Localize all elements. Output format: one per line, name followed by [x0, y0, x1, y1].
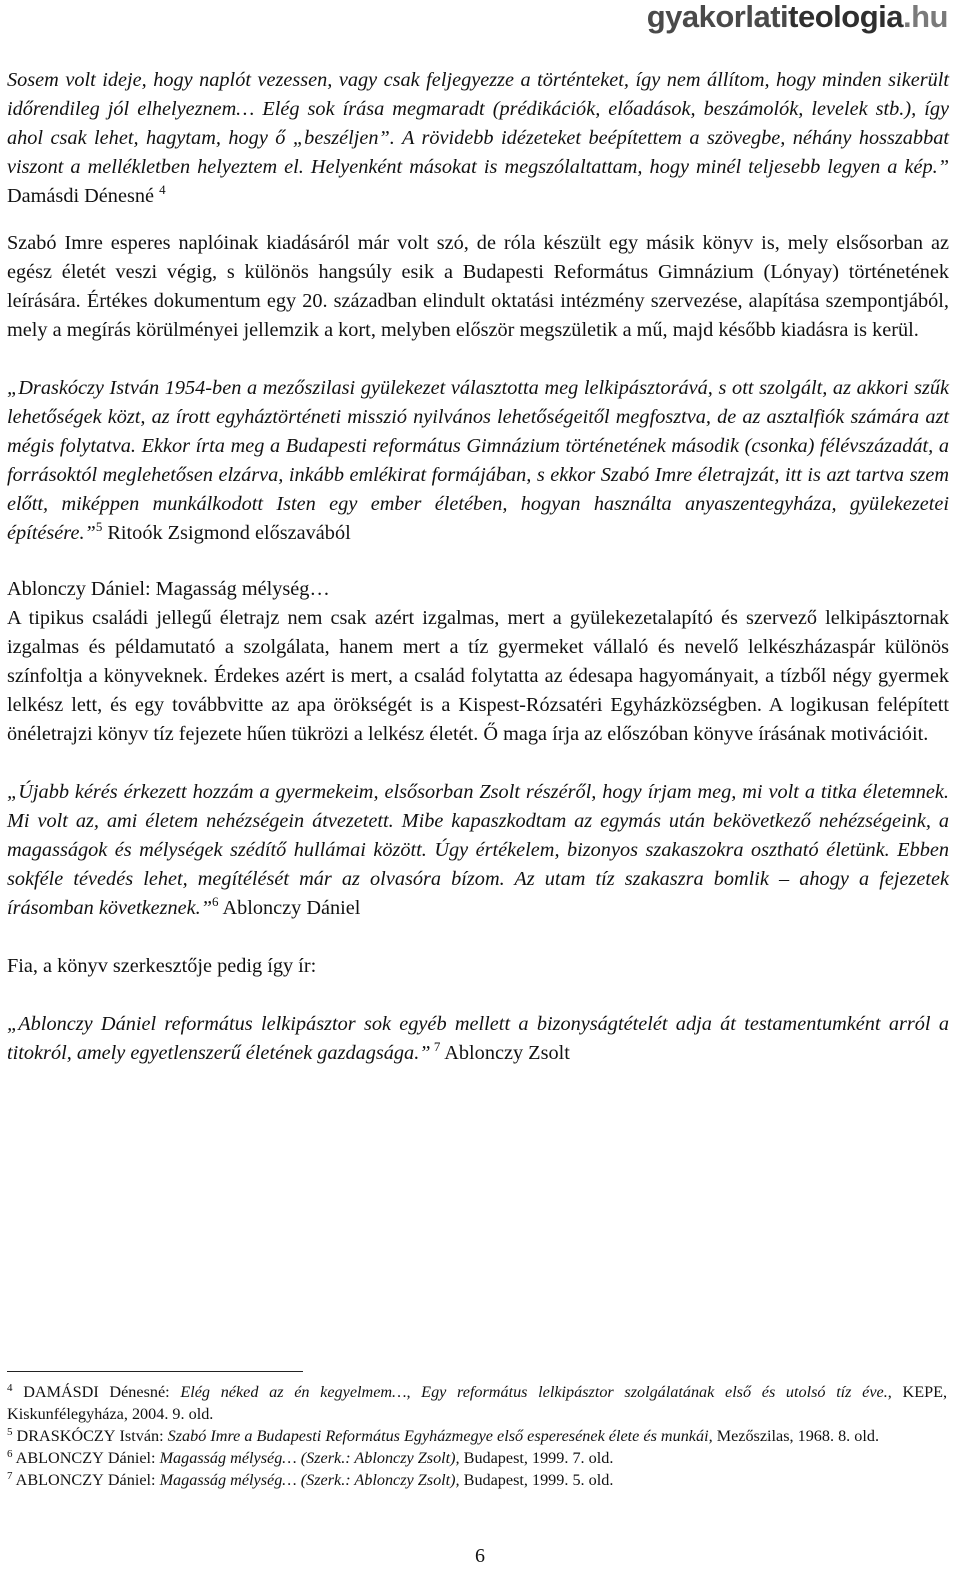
footnote-separator: [7, 1371, 303, 1372]
quote-draskoczy-author: Ritoók Zsigmond előszavából: [102, 522, 351, 544]
site-logo: [647, 0, 948, 36]
footnote: [7, 1469, 947, 1491]
quote-ablonczy-zsolt-author: Ablonczy Zsolt: [440, 1042, 570, 1064]
paragraph-szabo-imre: Szabó Imre esperes naplóinak kiadásáról már volt szó, de róla készült egy másik könyv is, mely elsősorban az egész életét veszi végig, s különös hangsúly esik a Budapesti Református Gimnázium (Lónyay) történetének leírására. Értékes dokumentum egy 20. században elindult oktatási intézmény szervezése, alapítása szempontjából, mely a megírás körülményei jellemzik a kort, melyben először megszületik a mű, majd később kiadásra is kerül.: [7, 232, 949, 341]
paragraph-fia: Fia, a könyv szerkesztője pedig így ír:: [7, 955, 317, 977]
footnote-number: 4: [7, 1382, 13, 1394]
quote-draskoczy-text: „Draskóczy István 1954-ben a mezőszilasi gyülekezet választotta meg lelkipásztorává, s ott szolgált, az akkori szűk lehetőségek közt, az írott egyháztörténeti misszió nyilvános lehetőségeitől megfosztva, de az asztalfiók számára azt mégis folytatva. Ekkor írta meg a Budapesti református Gimnázium történetének második (csonka) félévszázadát, a forrásoktól meglehetősen elzárva, inkább emlékirat formájában, s ekkor Szabó Imre életrajzát, itt is azt tartva szem előtt, miképpen munkálkodott Isten egy ember életében, hogyan használta anyaszentegyháza, gyülekezetei építésére.”: [7, 377, 949, 544]
quote-ablonczy-daniel-author: Ablonczy Dániel: [218, 897, 361, 919]
page-number: 6: [475, 1545, 485, 1567]
footnote-author-given: Dániel:: [103, 1449, 160, 1467]
section-title-ablonczy: Ablonczy Dániel: Magasság mélység…: [7, 578, 330, 600]
footnote: [7, 1381, 947, 1425]
footnote: [7, 1425, 947, 1447]
footnote-title: Magasság mélység… (Szerk.: Ablonczy Zsolt),: [159, 1449, 460, 1467]
footnotes: [7, 1381, 947, 1491]
footnote-author-surname: AMÁSDI: [34, 1383, 99, 1401]
footnote-publication: , KEPE, Kiskunfélegyháza, 2004. 9. old.: [7, 1383, 948, 1423]
footnote-author-surname: BLONCZY: [27, 1449, 104, 1467]
footnote-number: 6: [7, 1448, 13, 1460]
logo-text-teologia: teologia: [788, 0, 903, 34]
footnote-author-surname: BLONCZY: [27, 1471, 104, 1489]
footnote-number: 7: [7, 1470, 13, 1482]
footnote-author-initial: D: [23, 1383, 35, 1401]
quote-draskoczy: [7, 374, 949, 548]
footnote-ref-4: 4: [159, 182, 166, 197]
footnote-ref-6: 6: [212, 894, 219, 909]
footnote-author-given: Dániel:: [103, 1471, 160, 1489]
main-text: [7, 66, 949, 1068]
footnote-number: 5: [7, 1426, 13, 1438]
logo-text-gyakorlati: gyakorlati: [646, 0, 789, 34]
paragraph-ablonczy: A tipikus családi jellegű életrajz nem csak azért izgalmas, mert a gyülekezetalapító és szervező lelkipásztornak izgalmas és példamutató a szolgálata, hanem mert a tíz gyermeket vállaló és nevelő lelkészházaspár különös színfoltja a könyveknek. Érdekes azért is mert, a család folytatta az édesapa hagyományait, a tízből négy gyermek lelkész lett, és egy továbbvitte az apa örökségét is a Kispest-Rózsatéri Egyházközségben. A logikusan felépített önéletrajzi könyv tíz fejezete hűen tükrözi a lelkész életét. Ő maga írja az előszóban könyve írásának motivációit.: [7, 607, 949, 745]
quote-ablonczy-daniel-text: „Újabb kérés érkezett hozzám a gyermekeim, elsősorban Zsolt részéről, hogy írjam meg, mi volt a titka életemnek. Mi volt az, ami életem nehézségein átvezetett. Mibe kapaszkodtam az egymás után bekövetkező nehézségeink, a magasságok és mélységek szédítő hullámai között. Úgy értékelem, bizonyos szakaszokra osztható életünk. Ebben sokféle tévedés lehet, megítélését már az olvasóra bízom. Az utam tíz szakaszra bomlik – ahogy a fejezetek írásomban következnek.”: [7, 781, 949, 919]
quote-damasdi-text: Sosem volt ideje, hogy naplót vezessen, vagy csak feljegyezze a történteket, így nem állítom, hogy minden sikerült időrendileg jól elhelyeznem… Elég sok írása megmaradt (prédikációk, előadások, beszámolók, levelek stb.), így ahol csak lehet, hagytam, hogy ő „beszéljen”. A rövidebb idézeteket beépítettem a szövegbe, néhány hosszabbat viszont a mellékletben helyeztem el. Helyenként másokat is megszólaltattam, hogy minél teljesebb legyen a kép.”: [7, 69, 949, 178]
footnote-title: Szabó Imre a Budapesti Református Egyházmegye első esperesének élete és munkái,: [167, 1427, 713, 1445]
footnote-author-given: István:: [115, 1427, 168, 1445]
footnote-author-initial: D: [16, 1427, 29, 1445]
footnote-author-given: Dénesné:: [98, 1383, 181, 1401]
footnote-author-surname: RASKÓCZY: [28, 1427, 116, 1445]
quote-damasdi-author: Damásdi Dénesné: [7, 185, 154, 207]
footnote: [7, 1447, 947, 1469]
logo-text-domain: .hu: [903, 0, 948, 34]
footnote-publication: Budapest, 1999. 5. old.: [459, 1471, 614, 1489]
footnote-author-initial: A: [15, 1471, 28, 1489]
quote-ablonczy-daniel: [7, 778, 949, 923]
quote-damasdi: [7, 66, 949, 211]
footnote-publication: Budapest, 1999. 7. old.: [459, 1449, 614, 1467]
footnote-publication: Mezőszilas, 1968. 8. old.: [712, 1427, 879, 1445]
footnote-ref-5: 5: [95, 519, 103, 534]
quote-ablonczy-zsolt: [7, 1010, 949, 1068]
footnote-title: Magasság mélység… (Szerk.: Ablonczy Zsolt),: [159, 1471, 460, 1489]
footnote-title: Elég néked az én kegyelmem…, Egy református lelkipásztor szolgálatának első és utolsó tíz éve.: [180, 1383, 888, 1401]
quote-ablonczy-zsolt-text: „Ablonczy Dániel református lelkipásztor sok egyéb mellett a bizonyságtételét adja át testamentumként arról a titokról, amely egyetlenszerű életének gazdagsága.”: [7, 1013, 949, 1064]
footnote-author-initial: A: [15, 1449, 28, 1467]
footnote-ref-7: 7: [430, 1039, 441, 1054]
